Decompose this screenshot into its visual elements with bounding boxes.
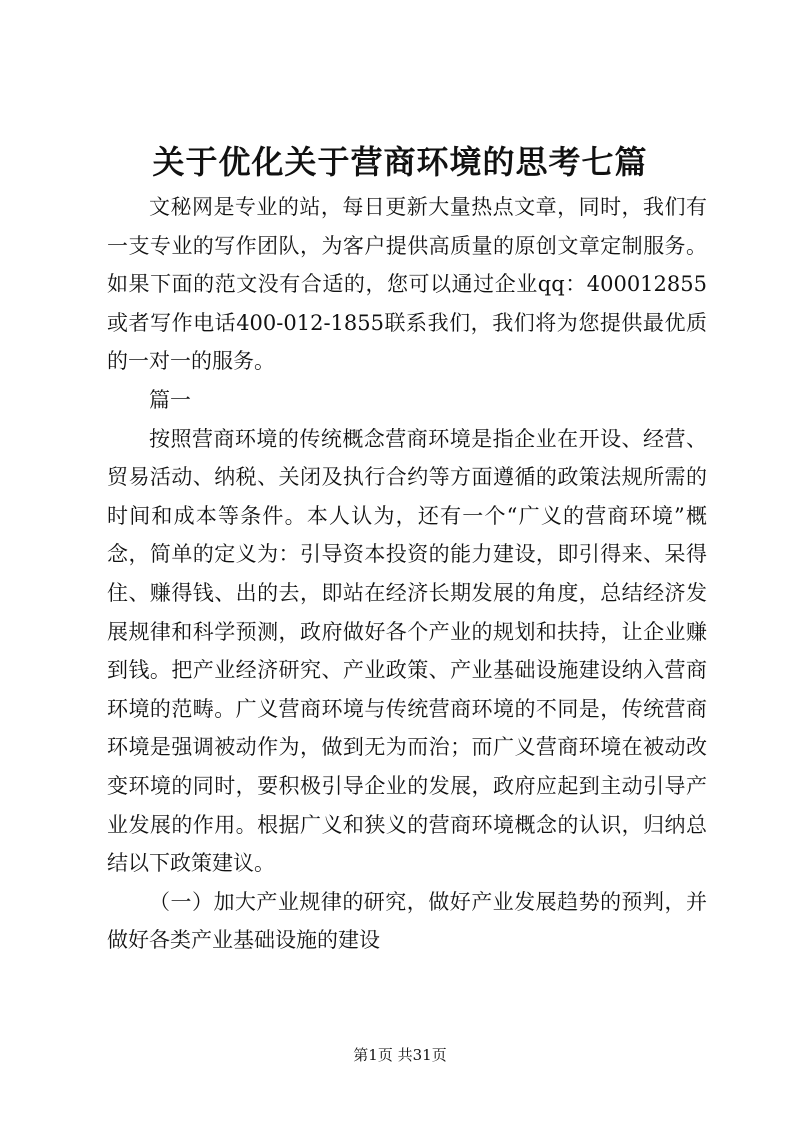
section-heading: 篇一: [149, 387, 191, 412]
body-paragraph: 按照营商环境的传统概念营商环境是指企业在开设、经营、贸易活动、纳税、关闭及执行合约等方面遵循的政策法规所需的时间和成本等条件。本人认为，还有一个“广义的营商环境”概念，简单的定义为：引导资本投资的能力建设，即引得来、呆得住、赚得钱、出的去，即站在经济长期发展的角度，总结经济发展规律和科学预测，政府做好各个产业的规划和扶持，让企业赚到钱。把产业经济研究、产业政策、产业基础设施建设纳入营商环境的范畴。广义营商环境与传统营商环境的不同是，传统营商环境是强调被动作为，做到无为而治；而广义营商环境在被动改变环境的同时，要积极引导企业的发展，政府应起到主动引导产业发展的作用。根据广义和狭义的营商环境概念的认识，归纳总结以下政策建议。: [107, 426, 707, 876]
document-title: 关于优化关于营商环境的思考七篇: [152, 143, 648, 181]
intro-paragraph: 文秘网是专业的站，每日更新大量热点文章，同时，我们有一支专业的写作团队，为客户提供高质量的原创文章定制服务。如果下面的范文没有合适的，您可以通过企业qq：400012855或者写作电话400-012-1855联系我们，我们将为您提供最优质的一对一的服务。: [107, 195, 707, 374]
subsection-heading: （一）加大产业规律的研究，做好产业发展趋势的预判，并做好各类产业基础设施的建设: [107, 889, 707, 953]
document-body: [107, 188, 707, 960]
page-number-footer: 第1页 共31页: [353, 1046, 447, 1064]
